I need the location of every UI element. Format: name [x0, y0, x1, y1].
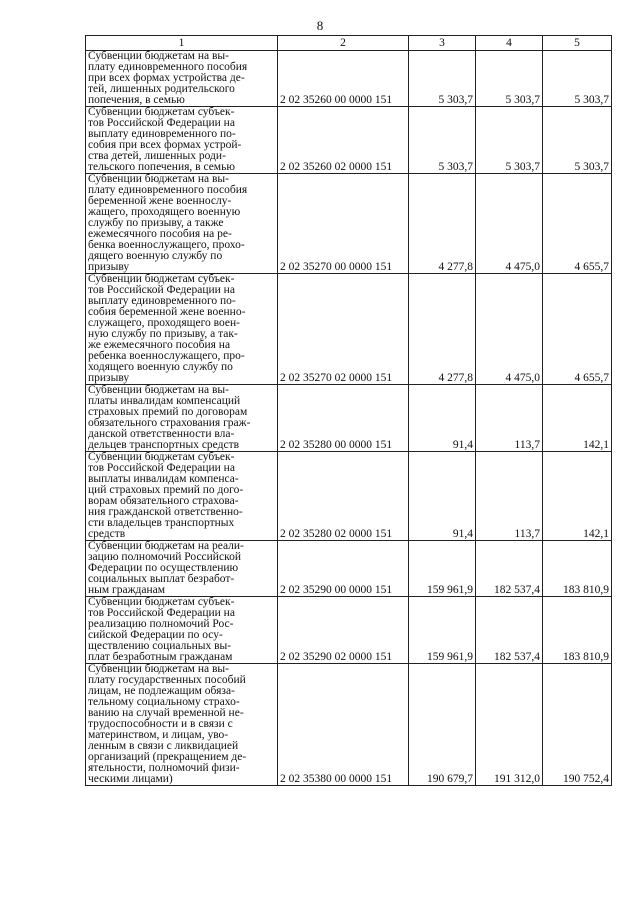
description-line: Субвенции бюджетам на вы- — [88, 384, 229, 396]
row-amount-col-4: 182 537,4 — [476, 541, 543, 597]
description-line: ществлению социальных вы- — [88, 640, 232, 652]
budget-table — [85, 35, 612, 786]
row-budget-code: 2 02 35380 00 0000 151 — [278, 664, 409, 786]
row-description — [86, 541, 278, 597]
row-budget-code: 2 02 35280 02 0000 151 — [278, 452, 409, 541]
description-line: Субвенции бюджетам субъек- — [88, 596, 235, 608]
description-line: выплату единовременного по- — [88, 295, 236, 307]
row-amount-col-5: 190 752,4 — [543, 664, 612, 786]
row-description — [86, 274, 278, 385]
description-line: тов Российской Федерации на — [88, 117, 235, 129]
header-col-3: 3 — [409, 36, 476, 51]
description-line: призыву — [88, 372, 130, 384]
row-amount-col-4: 113,7 — [476, 452, 543, 541]
row-amount-col-3: 4 277,8 — [409, 274, 476, 385]
description-line: выплату единовременного по- — [88, 128, 236, 140]
table-row — [86, 107, 612, 174]
table-row — [86, 597, 612, 664]
description-line: организаций (прекращением де- — [88, 751, 247, 763]
header-col-4: 4 — [476, 36, 543, 51]
description-line: ленным в связи с ликвидацией — [88, 740, 239, 752]
table-row — [86, 452, 612, 541]
row-amount-col-5: 142,1 — [543, 452, 612, 541]
header-col-2: 2 — [278, 36, 409, 51]
row-amount-col-3: 91,4 — [409, 452, 476, 541]
row-amount-col-3: 5 303,7 — [409, 107, 476, 174]
row-amount-col-5: 4 655,7 — [543, 274, 612, 385]
description-line: тельского попечения, в семью — [88, 161, 235, 173]
description-line: бенка военнослужащего, прохо- — [88, 239, 245, 251]
description-line: зацию полномочий Российской — [88, 551, 241, 563]
description-line: ванию на случай временной не- — [88, 707, 244, 719]
row-amount-col-3: 4 277,8 — [409, 174, 476, 274]
description-line: плат безработным гражданам — [88, 651, 233, 663]
row-description — [86, 174, 278, 274]
description-line: ворам обязательного страхова- — [88, 495, 239, 507]
page-number: 8 — [316, 18, 324, 33]
row-amount-col-5: 183 810,9 — [543, 597, 612, 664]
row-budget-code: 2 02 35270 00 0000 151 — [278, 174, 409, 274]
row-amount-col-3: 159 961,9 — [409, 541, 476, 597]
description-line: службу по призыву, а также — [88, 217, 224, 229]
table-row — [86, 174, 612, 274]
description-line: тов Российской Федерации на — [88, 284, 235, 296]
description-line: ребенка военнослужащего, про- — [88, 350, 245, 362]
description-line: Субвенции бюджетам на вы- — [88, 663, 229, 675]
description-line: страховых премий по договорам — [88, 406, 248, 418]
row-amount-col-3: 159 961,9 — [409, 597, 476, 664]
row-description — [86, 452, 278, 541]
description-line: ходящего военную службу по — [88, 361, 233, 373]
row-amount-col-5: 183 810,9 — [543, 541, 612, 597]
row-amount-col-4: 182 537,4 — [476, 597, 543, 664]
description-line: материнством, и лицам, уво- — [88, 729, 229, 741]
row-budget-code: 2 02 35290 00 0000 151 — [278, 541, 409, 597]
description-line: ния гражданской ответственно- — [88, 506, 243, 518]
description-line: сти владельцев транспортных — [88, 517, 235, 529]
description-line: ства детей, лишенных роди- — [88, 150, 226, 162]
description-line: дящего военную службу по — [88, 250, 223, 262]
row-budget-code: 2 02 35270 02 0000 151 — [278, 274, 409, 385]
description-line: сийской Федерации по осу- — [88, 629, 223, 641]
description-line: социальных выплат безработ- — [88, 573, 235, 585]
table-row — [86, 274, 612, 385]
description-line: обязательного страхования граж- — [88, 417, 251, 429]
table-row — [86, 51, 612, 107]
table-header-row — [86, 36, 612, 51]
table-row — [86, 385, 612, 452]
row-amount-col-5: 4 655,7 — [543, 174, 612, 274]
row-amount-col-5: 5 303,7 — [543, 51, 612, 107]
description-line: дельцев транспортных средств — [88, 439, 240, 451]
description-line: Субвенции бюджетам субъек- — [88, 273, 235, 285]
description-line: ным гражданам — [88, 584, 166, 596]
description-line: тов Российской Федерации на — [88, 462, 235, 474]
row-budget-code: 2 02 35260 02 0000 151 — [278, 107, 409, 174]
description-line: плату единовременного пособия — [88, 61, 248, 73]
description-line: тей, лишенных родительского — [88, 83, 235, 95]
row-amount-col-5: 142,1 — [543, 385, 612, 452]
row-description — [86, 107, 278, 174]
row-budget-code: 2 02 35280 00 0000 151 — [278, 385, 409, 452]
description-line: тельному социальному страхо- — [88, 696, 240, 708]
description-line: собия беременной жене военно- — [88, 306, 246, 318]
description-line: средств — [88, 528, 126, 540]
row-amount-col-3: 190 679,7 — [409, 664, 476, 786]
description-line: тов Российской Федерации на — [88, 607, 235, 619]
description-line: при всех формах устройства де- — [88, 72, 245, 84]
header-col-5: 5 — [543, 36, 612, 51]
row-amount-col-3: 91,4 — [409, 385, 476, 452]
description-line: Субвенции бюджетам на вы- — [88, 173, 229, 185]
description-line: плату единовременного пособия — [88, 184, 248, 196]
row-amount-col-4: 191 312,0 — [476, 664, 543, 786]
description-line: же ежемесячного пособия на — [88, 339, 231, 351]
row-amount-col-4: 5 303,7 — [476, 51, 543, 107]
table-row — [86, 541, 612, 597]
row-description — [86, 51, 278, 107]
description-line: Субвенции бюджетам на реали- — [88, 540, 244, 552]
description-line: собия при всех формах устрой- — [88, 139, 242, 151]
description-line: плату государственных пособий — [88, 674, 246, 686]
description-line: ятельности, полномочий физи- — [88, 762, 240, 774]
description-line: жащего, проходящего военную — [88, 206, 241, 218]
row-amount-col-4: 5 303,7 — [476, 107, 543, 174]
description-line: Субвенции бюджетам субъек- — [88, 451, 235, 463]
description-line: служащего, проходящего воен- — [88, 317, 240, 329]
description-line: Федерации по осуществлению — [88, 562, 239, 574]
header-col-1: 1 — [86, 36, 278, 51]
row-amount-col-4: 113,7 — [476, 385, 543, 452]
description-line: реализацию полномочий Рос- — [88, 618, 234, 630]
description-line: данской ответственности вла- — [88, 428, 235, 440]
description-line: призыву — [88, 261, 130, 273]
description-line: Субвенции бюджетам на вы- — [88, 50, 229, 62]
description-line: ежемесячного пособия на ре- — [88, 228, 232, 240]
description-line: ную службу по призыву, а так- — [88, 328, 238, 340]
table-body — [86, 36, 612, 786]
row-amount-col-4: 4 475,0 — [476, 274, 543, 385]
description-line: ций страховых премий по дого- — [88, 484, 244, 496]
description-line: попечения, в семью — [88, 94, 185, 106]
row-budget-code: 2 02 35290 02 0000 151 — [278, 597, 409, 664]
row-description — [86, 597, 278, 664]
row-description — [86, 664, 278, 786]
row-amount-col-4: 4 475,0 — [476, 174, 543, 274]
description-line: ческими лицами) — [88, 773, 173, 785]
row-description — [86, 385, 278, 452]
description-line: лицам, не подлежащим обяза- — [88, 685, 235, 697]
row-amount-col-5: 5 303,7 — [543, 107, 612, 174]
row-amount-col-3: 5 303,7 — [409, 51, 476, 107]
description-line: трудоспособности и в связи с — [88, 718, 233, 730]
table-row — [86, 664, 612, 786]
description-line: платы инвалидам компенсаций — [88, 395, 241, 407]
description-line: Субвенции бюджетам субъек- — [88, 106, 235, 118]
row-budget-code: 2 02 35260 00 0000 151 — [278, 51, 409, 107]
description-line: беременной жене военнослу- — [88, 195, 232, 207]
description-line: выплаты инвалидам компенса- — [88, 473, 239, 485]
